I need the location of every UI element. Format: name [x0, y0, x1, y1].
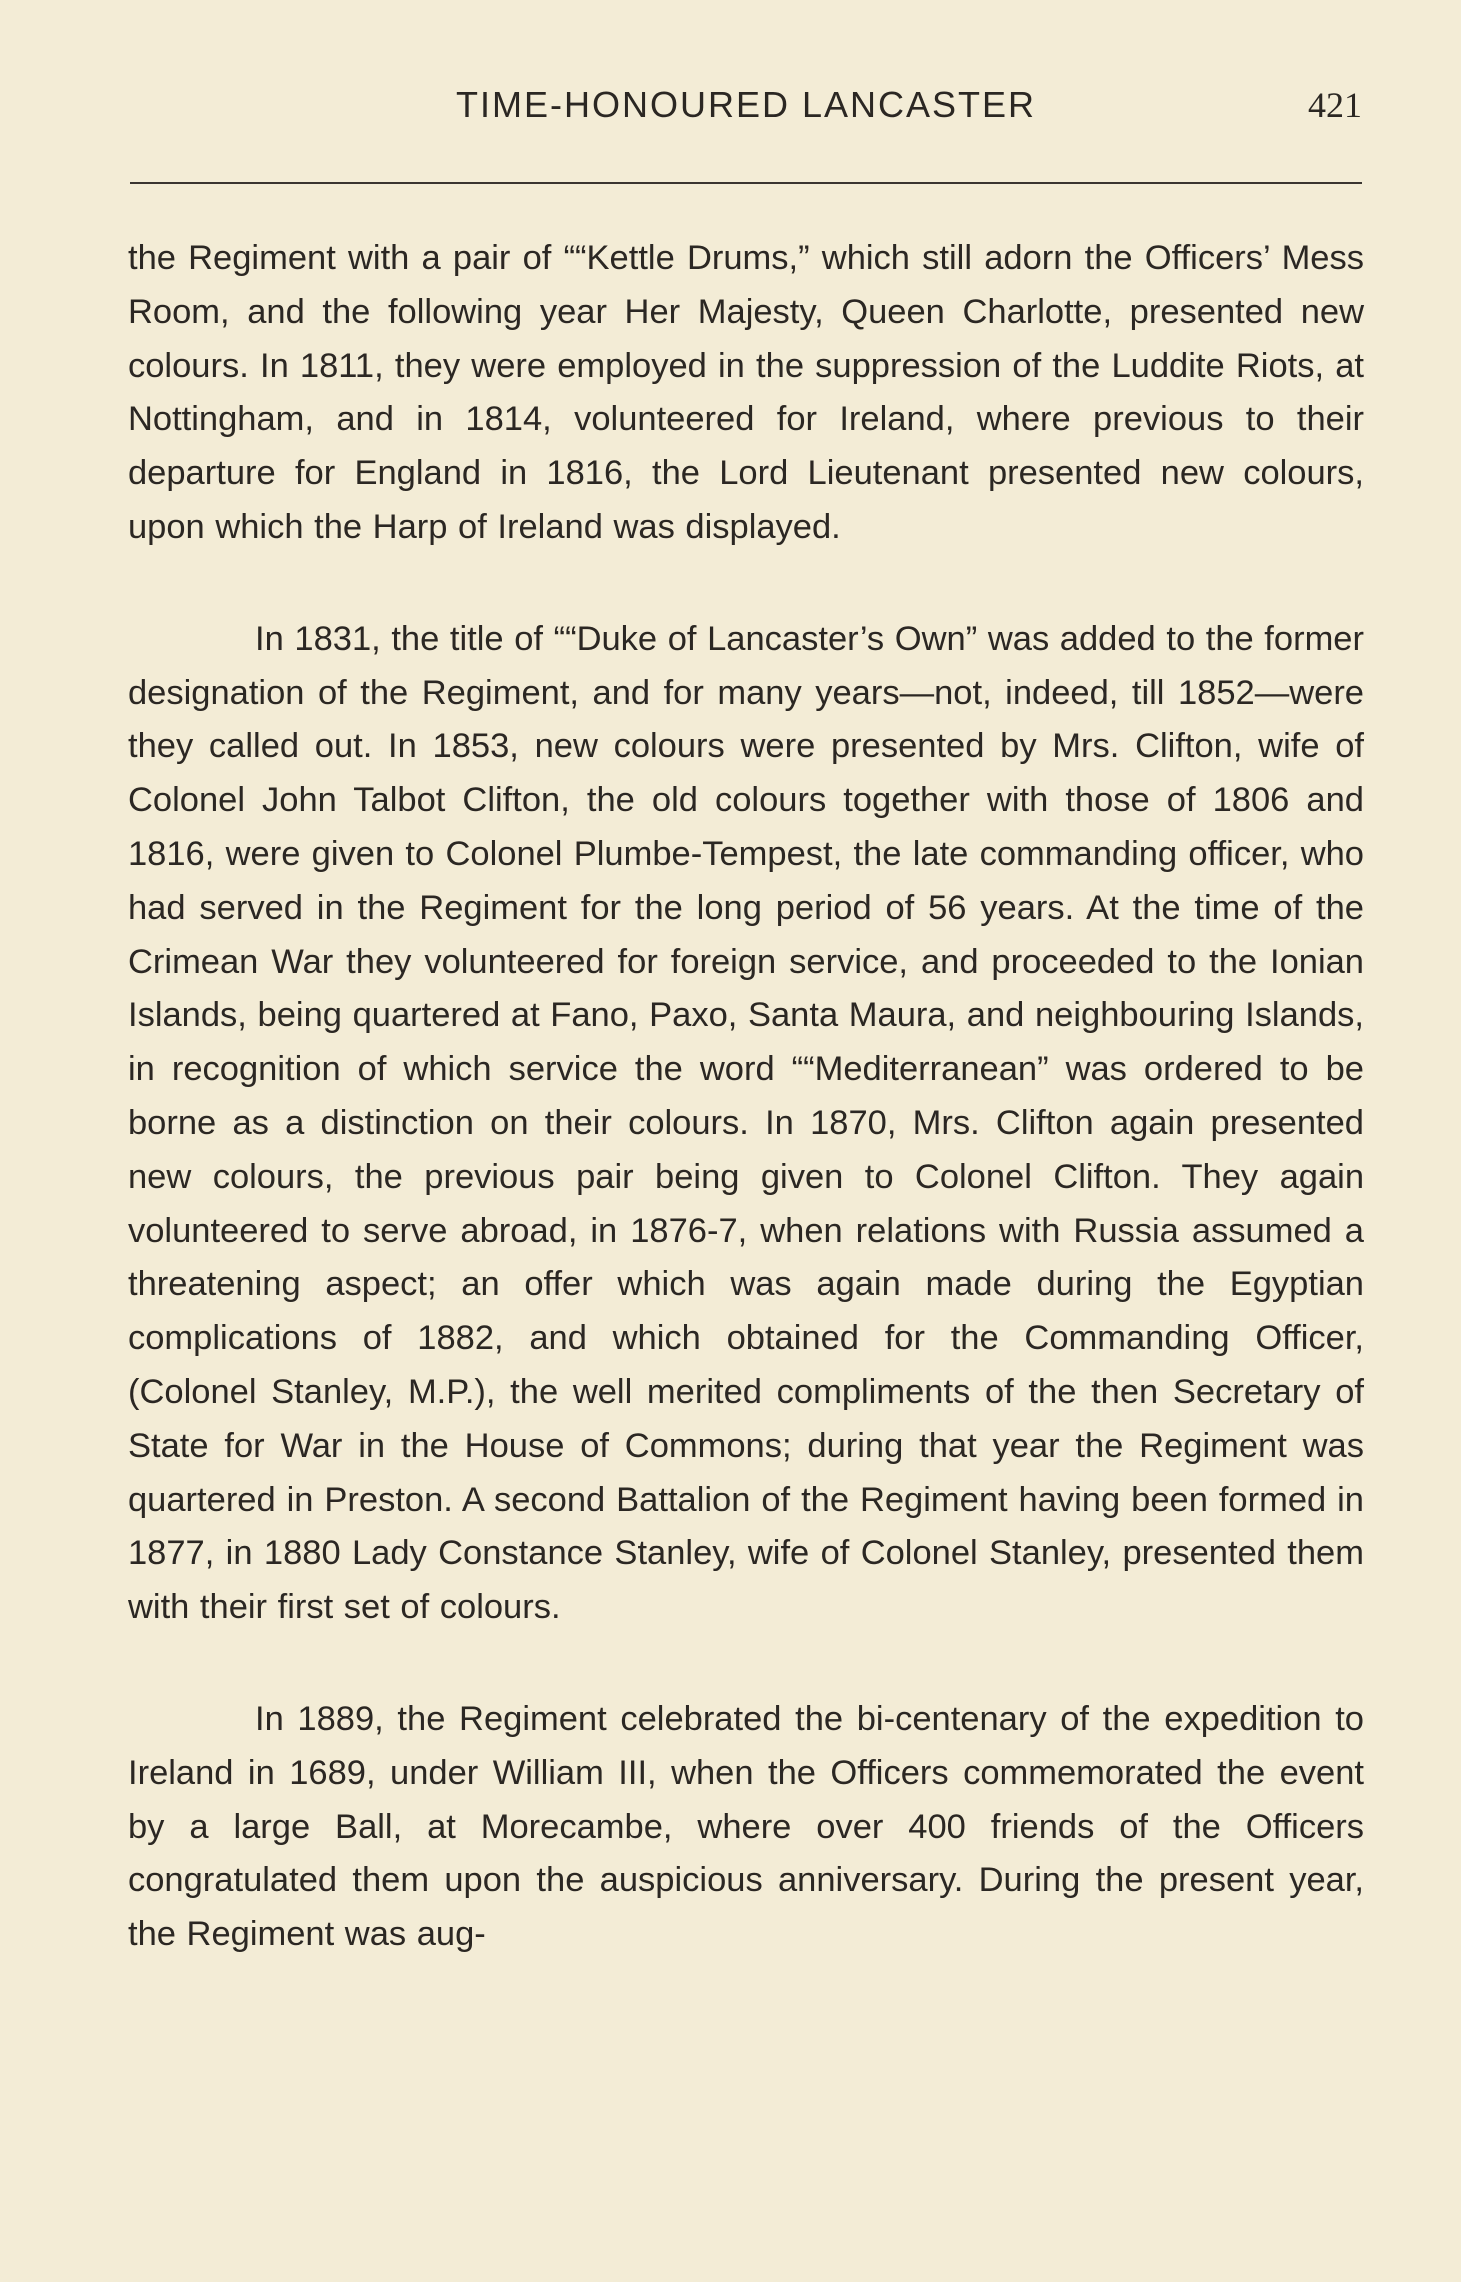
paragraph-3: In 1889, the Regiment celebrated the bi-centenary of the expedition to Ireland in 1689, under William III, when the Officers commemorated the event by a large Ball, at Morecambe, where over 400 friends of the Officers congratulated them upon the auspicious anniversary. During the present year, the Regiment was aug- [128, 1699, 1364, 1954]
page-number: 421 [1308, 85, 1362, 125]
header-rule [130, 182, 1362, 184]
running-title: TIME-HONOURED LANCASTER [455, 84, 1037, 125]
paragraph-2: In 1831, the title of ““Duke of Lancaster’s Own” was added to the former designation of the Regiment, and for many years—not, indeed, till 1852—were they called out. In 1853, new colours were presented by Mrs. Clifton, wife of Colonel John Talbot Clifton, the old colours together with those of 1806 and 1816, were given to Colonel Plumbe-Tempest, the late commanding officer, who had served in the Regiment for the long period of 56 years. At the time of the Crimean War they volunteered for foreign service, and proceeded to the Ionian Islands, being quartered at Fano, Paxo, Santa Maura, and neighbouring Islands, in recognition of which service the word ““Mediterranean” was ordered to be borne as a distinction on their colours. In 1870, Mrs. Clifton again presented new colours, the previous pair being given to Colonel Clifton. They again volunteered to serve abroad, in 1876-7, when relations with Russia assumed a threatening aspect; an offer which was again made during the Egyptian complications of 1882, and which obtained for the Commanding Officer, (Colonel Stanley, M.P.), the well merited compliments of the then Secretary of State for War in the House of Commons; during that year the Regiment was quartered in Preston. A second Battalion of the Regiment having been formed in 1877, in 1880 Lady Constance Stanley, wife of Colonel Stanley, presented them with their first set of colours. [128, 619, 1364, 1627]
paragraph-1: the Regiment with a pair of ““Kettle Drums,” which still adorn the Officers’ Mess Room, and the following year Her Majesty, Queen Charlotte, presented new colours. In 1811, they were employed in the suppression of the Luddite Riots, at Nottingham, and in 1814, volunteered for Ireland, where previous to their departure for England in 1816, the Lord Lieutenant presented new colours, upon which the Harp of Ireland was displayed. [128, 239, 1364, 546]
running-header [130, 80, 1362, 130]
body-text [128, 232, 1364, 1962]
